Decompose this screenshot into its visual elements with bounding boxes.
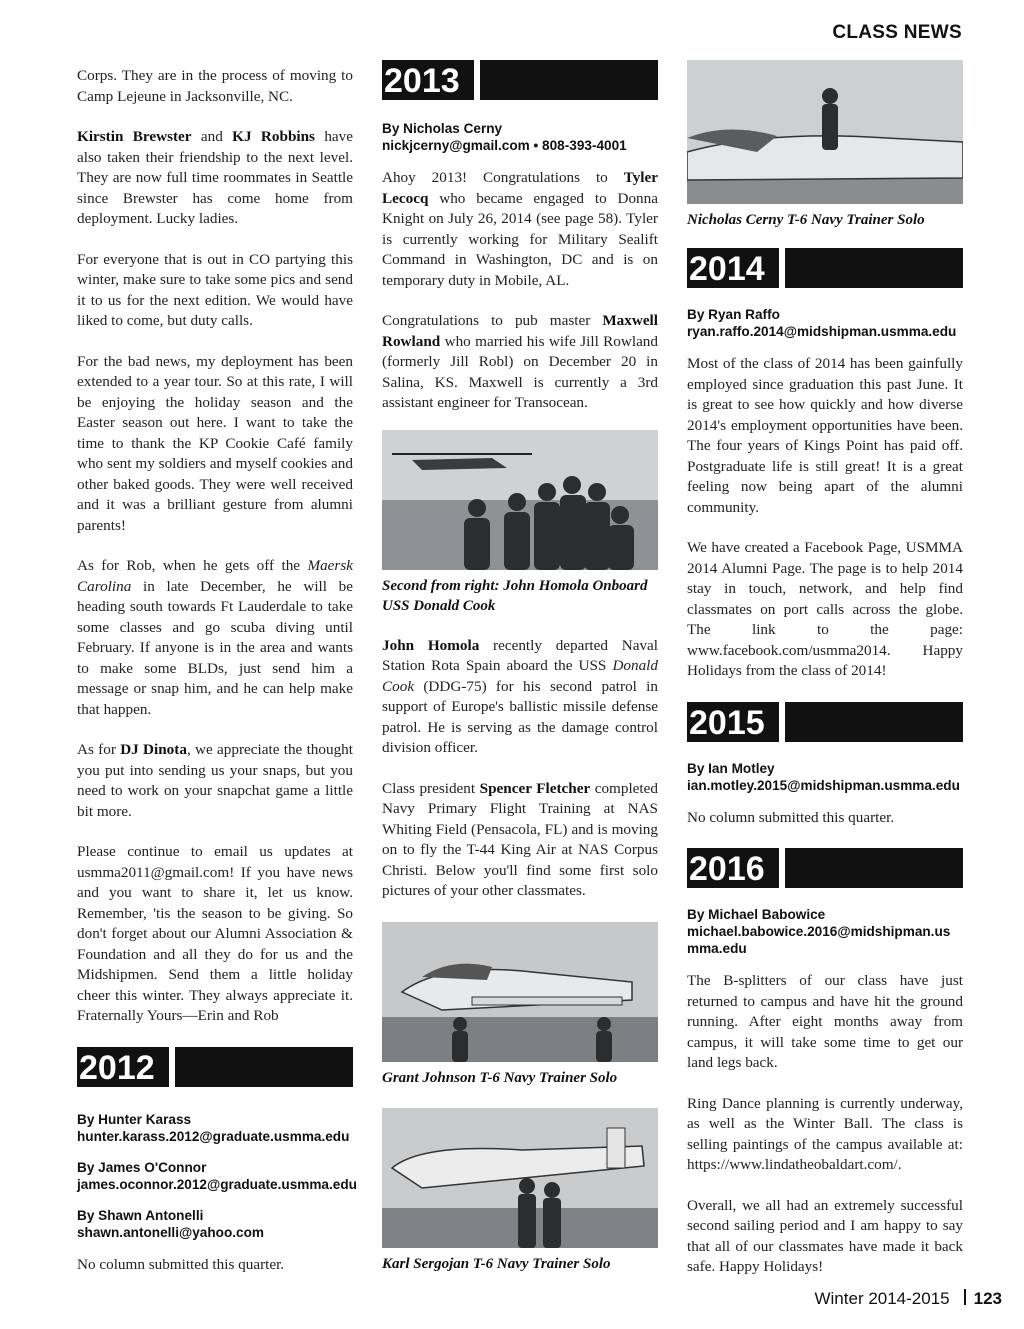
year-header-2015	[687, 702, 963, 742]
author-name: By Hunter Karass	[77, 1111, 192, 1127]
year-label: 2015	[687, 702, 779, 742]
issue-label: Winter 2014-2015	[814, 1289, 950, 1308]
year-label: 2014	[687, 248, 779, 288]
paragraph: Ring Dance planning is currently underway, as well as the Winter Ball. The class is selling paintings of the campus available at: https://www.lindatheobaldart.com/.	[687, 1094, 963, 1173]
photo-johnson-solo	[382, 922, 658, 1062]
author-email: ryan.raffo.2014@midshipman.usmma.edu	[687, 324, 957, 339]
photo-cerny-solo	[687, 60, 963, 204]
ship-name: Donald Cook	[382, 657, 658, 695]
paragraph	[382, 779, 658, 902]
text-run: As for Rob, when he gets off the	[77, 557, 308, 574]
crew-photo-illustration	[382, 430, 658, 570]
year-label: 2012	[77, 1047, 169, 1087]
year-header-2016	[687, 848, 963, 888]
paragraph	[77, 740, 353, 822]
author-name: By Ryan Raffo	[687, 307, 780, 322]
text-run: who married his wife Jill Rowland (formerly Jill Robl) on December 20 in Salina, KS. Maxwell is currently a 3rd assistant engineer for Transocean.	[382, 332, 658, 411]
author-contact: nickjcerny@gmail.com • 808-393-4001	[382, 138, 627, 153]
text-run: recently departed Naval Station Rota Spain aboard the USS	[382, 636, 658, 674]
year-header-2012	[77, 1047, 353, 1087]
photo-crew-onboard	[382, 430, 658, 570]
person-name: Tyler Lecocq	[382, 169, 658, 207]
byline	[687, 760, 963, 794]
year-header-2013	[382, 60, 658, 100]
paragraph: Corps. They are in the process of moving to Camp Lejeune in Jacksonville, NC.	[77, 67, 353, 105]
paragraph: For the bad news, my deployment has been extended to a year tour. So at this rate, I will be enjoying the holiday season and the Easter season out here. I want to take the time to thank the KP Cookie Café family who sent my soldiers and myself cookies and other baked goods. They were well received and it was a brilliant gesture from alumni parents!	[77, 352, 353, 534]
photo-caption: Second from right: John Homola Onboard USS Donald Cook	[382, 577, 648, 614]
person-name: John Homola	[382, 636, 480, 654]
paragraph	[382, 311, 658, 414]
author-email: james.oconnor.2012@graduate.usmma.edu	[77, 1176, 357, 1192]
ship-name: Maersk Carolina	[77, 557, 353, 595]
person-name: KJ Robbins	[232, 128, 315, 145]
text-run: (DDG-75) for his second patrol in support of Europe's ballistic missile defense patrol. He is serving as the damage control division officer.	[382, 677, 658, 756]
paragraph: Most of the class of 2014 has been gainfully employed since graduation this past June. It is great to see how quickly and how diverse 2014's employment opportunities have been. The four years of Kings Point has paid off. Postgraduate life is still great! It is a great feeling now being apart of the alumni community.	[687, 355, 963, 516]
paragraph	[77, 127, 353, 230]
person-name: DJ Dinota	[120, 741, 187, 758]
text-run: , we appreciate the thought you put into sending us your snaps, but you need to work on your snapchat game a little bit more.	[77, 741, 353, 820]
text-run: and	[191, 128, 233, 145]
paragraph: No column submitted this quarter.	[77, 1255, 285, 1273]
text-run: Class president	[382, 779, 480, 797]
year-header-2014	[687, 248, 963, 288]
author-name: By Shawn Antonelli	[77, 1207, 204, 1223]
text-run: who became engaged to Donna Knight on July 26, 2014 (see page 58). Tyler is currently working for Military Sealift Command in Washington, DC and is on temporary duty in Mobile, AL.	[382, 189, 658, 289]
person-name: Kirstin Brewster	[77, 128, 192, 145]
paragraph	[382, 168, 658, 291]
byline	[77, 1159, 357, 1193]
byline	[77, 1111, 353, 1145]
byline	[687, 906, 963, 957]
footer-divider	[964, 1289, 966, 1305]
text-run: As for	[77, 741, 121, 758]
page-footer	[814, 1289, 1002, 1309]
photo-caption: Grant Johnson T-6 Navy Trainer Solo	[382, 1069, 618, 1086]
year-bar	[175, 1047, 353, 1087]
paragraph: The B-splitters of our class have just returned to campus and have hit the ground running. After eight months away from campus, it will take some time to get our land legs back.	[687, 972, 963, 1071]
year-label: 2013	[382, 60, 474, 100]
aircraft-photo-illustration	[382, 922, 658, 1062]
paragraph: For everyone that is out in CO partying this winter, make sure to take some pics and send it to us for the next edition. We would have liked to come, but duty calls.	[77, 250, 353, 329]
text-run: Congratulations to pub master	[382, 312, 603, 329]
text-run: have also taken their friendship to the next level. They are now full time roommates in Seattle since Brewster has come home from deployment. Lucky ladies.	[77, 128, 353, 227]
photo-caption: Nicholas Cerny T-6 Navy Trainer Solo	[687, 212, 925, 228]
byline	[687, 306, 963, 340]
author-email: shawn.antonelli@yahoo.com	[77, 1224, 264, 1240]
year-bar	[785, 702, 963, 742]
photo-sergojan-solo	[382, 1108, 658, 1248]
year-bar	[785, 248, 963, 288]
year-bar	[785, 848, 963, 888]
aircraft-photo-illustration	[687, 60, 963, 204]
paragraph: Overall, we all had an extremely successful second sailing period and I am happy to say that all of our classmates have made it back safe. Happy Holidays!	[687, 1196, 963, 1275]
author-email: michael.babowice.2016@midshipman.usmma.edu	[687, 924, 951, 956]
author-email: hunter.karass.2012@graduate.usmma.edu	[77, 1128, 350, 1144]
author-name: By Michael Babowice	[687, 907, 826, 922]
byline	[77, 1207, 353, 1241]
page-number: 123	[973, 1289, 1002, 1308]
byline	[382, 120, 658, 154]
text-run: completed Navy Primary Flight Training at NAS Whiting Field (Pensacola, FL) and is moving on to fly the T-44 King Air at NAS Corpus Christi. Below you'll find some first solo pictures of your other classmates.	[382, 779, 658, 899]
paragraph: Please continue to email us updates at usmma2011@gmail.com! If you have news and you want to share it, let us know. Remember, 'tis the season to be giving. So don't forget about our Alumni Association & Foundation and all they do for us and the Midshipmen. Send them a little holiday cheer this winter. They always appreciate it. Fraternally Yours—Erin and Rob	[77, 843, 353, 1024]
aircraft-photo-illustration	[382, 1108, 658, 1248]
column-middle	[382, 60, 658, 1294]
text-run: Ahoy 2013! Congratulations to	[382, 169, 624, 186]
author-name: By Nicholas Cerny	[382, 121, 503, 136]
section-label: CLASS NEWS	[832, 22, 962, 43]
paragraph: No column submitted this quarter.	[687, 808, 895, 826]
paragraph	[382, 636, 658, 759]
year-bar	[480, 60, 658, 100]
author-name: By James O'Connor	[77, 1159, 207, 1175]
column-right	[687, 60, 963, 1298]
column-left	[77, 66, 357, 1295]
paragraph: We have created a Facebook Page, USMMA 2014 Alumni Page. The page is to help 2014 stay in touch, network, and help find classmates on port calls across the globe. The link to the page: www.facebook.com/usmma2014. Happy Holidays from the class of 2014!	[687, 539, 963, 679]
author-name: By Ian Motley	[687, 760, 775, 776]
author-email: ian.motley.2015@midshipman.usmma.edu	[687, 777, 960, 793]
photo-caption: Karl Sergojan T-6 Navy Trainer Solo	[382, 1255, 611, 1272]
paragraph	[77, 556, 353, 720]
person-name: Spencer Fletcher	[479, 779, 591, 797]
year-label: 2016	[687, 848, 779, 888]
text-run: in late December, he will be heading south towards Ft Lauderdale to take some classes and go scuba diving until February. If anyone is in the area and wants to make some BLDs, just send him a message or snap him, and he can help make that happen.	[77, 577, 353, 718]
person-name: Maxwell Rowland	[382, 312, 658, 350]
